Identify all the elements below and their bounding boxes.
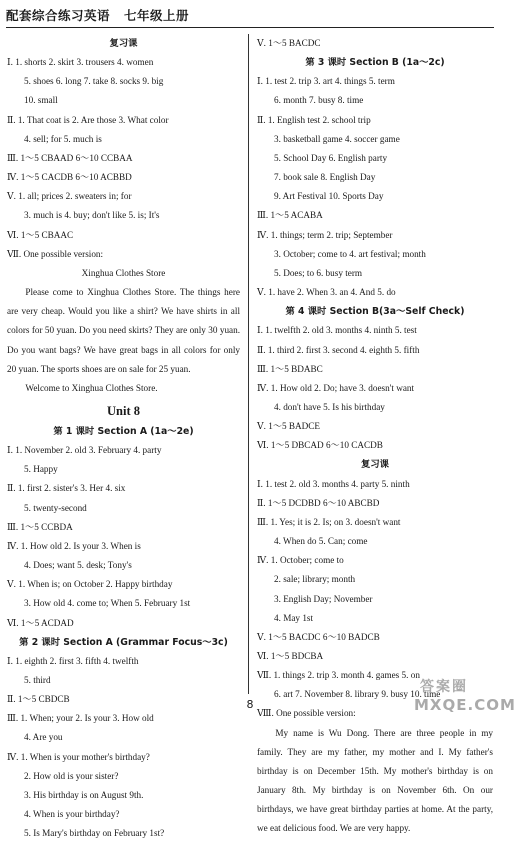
answer-line: Ⅳ. 1. October; come to — [257, 555, 344, 566]
answer-line: Ⅴ. 1～5 BACDC 6～10 BADCB — [257, 631, 380, 642]
answer-line: 5. shoes 6. long 7. take 8. socks 9. big — [24, 76, 164, 87]
answer-line: 6. art 7. November 8. library 9. busy 10. time — [274, 689, 441, 700]
answer-line: 3. basketball game 4. soccer game — [274, 133, 400, 144]
answer-line: 5. School Day 6. English party — [274, 152, 388, 163]
answer-line: 9. Art Festival 10. Sports Day — [274, 191, 384, 202]
answer-line: Ⅱ. 1. first 2. sister's 3. Her 4. six — [7, 483, 126, 494]
answer-line: Ⅵ. 1～5 DBCAD 6～10 CACDB — [257, 440, 383, 451]
answer-line: Ⅲ. 1. Yes; it is 2. Is; on 3. doesn't want — [257, 516, 401, 527]
answer-line: Ⅳ. 1. How old 2. Is your 3. When is — [7, 540, 141, 551]
answer-line: 4. May 1st — [274, 612, 314, 623]
answer-line: 5. twenty-second — [24, 502, 87, 513]
answer-line: Ⅲ. 1. When; your 2. Is your 3. How old — [7, 713, 154, 724]
answer-line: 4. Are you — [24, 732, 63, 743]
answer-line: Ⅰ. 1. shorts 2. skirt 3. trousers 4. women — [7, 57, 154, 68]
answer-line: 10. small — [24, 95, 58, 106]
watermark-logo — [412, 676, 516, 718]
answer-line: Ⅶ. 1. things 2. trip 3. month 4. games 5. on — [257, 670, 420, 681]
answer-line: Ⅲ. 1～5 CCBDA — [7, 521, 73, 532]
essay-title: Xinghua Clothes Store — [81, 267, 166, 278]
answer-line: Ⅰ. 1. test 2. trip 3. art 4. things 5. term — [257, 76, 395, 87]
answer-line: Ⅰ. 1. test 2. old 3. months 4. party 5. ninth — [257, 478, 410, 489]
answer-line: 5. Is Mary's birthday on February 1st? — [24, 828, 165, 839]
answer-line: 3. His birthday is on August 9th. — [24, 789, 144, 800]
answer-line: Ⅱ. 1～5 DCDBD 6～10 ABCBD — [257, 497, 380, 508]
book-title: 配套综合练习英语 — [6, 8, 111, 23]
answer-line: Ⅰ. 1. twelfth 2. old 3. months 4. ninth 5. test — [257, 325, 417, 336]
answer-line: 2. sale; library; month — [274, 574, 356, 585]
section-heading: 复习课 — [361, 459, 389, 471]
essay-paragraph: My name is Wu Dong. There are three people in my family. They are my father, my mother and I. My father's birthday is on December 15th. My mother's birthday is on January 8th. My birthday is on November 6th. On our birthdays, we have great birthday parties at home. At the party, we eat delicious food. We are very happy. — [257, 727, 493, 834]
answer-line: Ⅲ. 1～5 ACABA — [257, 210, 323, 221]
answer-line: Ⅱ. 1. third 2. first 3. second 4. eighth 5. fifth — [257, 344, 420, 355]
essay-paragraph: Please come to Xinghua Clothes Store. The things here are very cheap. Would you like a shirt? We have shirts in all colors for 50 yuan. Do you need skirts? They are only 30 yuan. Do you want bags? We have great bags in all colors for only 20 yuan. The sports shoes are on sale for 25 yuan. — [7, 287, 240, 374]
answer-line: Ⅳ. 1. How old 2. Do; have 3. doesn't want — [257, 382, 415, 393]
answer-line: Ⅴ. 1. When is; on October 2. Happy birthday — [7, 579, 173, 590]
section-heading: 第 3 课时 Section B (1a～2c) — [305, 57, 445, 69]
left-column — [7, 34, 240, 843]
column-divider — [248, 34, 249, 694]
essay-paragraph: Welcome to Xinghua Clothes Store. — [25, 382, 158, 393]
section-heading: 第 1 课时 Section A (1a～2e) — [53, 425, 194, 437]
answer-line: 5. Does; to 6. busy term — [274, 267, 363, 278]
answer-line: Ⅱ. 1. English test 2. school trip — [257, 114, 371, 125]
answer-line: Ⅴ. 1. all; prices 2. sweaters in; for — [7, 191, 132, 202]
answer-line: Ⅴ. 1. have 2. When 3. an 4. And 5. do — [257, 287, 396, 298]
watermark-text-cn: 答案圈 — [420, 679, 468, 695]
answer-line: Ⅳ. 1. things; term 2. trip; September — [257, 229, 393, 240]
grade-label: 七年级上册 — [124, 8, 190, 23]
answer-line: 3. much is 4. buy; don't like 5. is; It's — [24, 210, 160, 221]
answer-line: Ⅷ. One possible version: — [257, 708, 356, 719]
section-heading: 第 2 课时 Section A (Grammar Focus～3c) — [19, 636, 228, 648]
answer-line: 4. don't have 5. Is his birthday — [274, 401, 385, 412]
answer-line: Ⅵ. 1～5 ACDAD — [7, 617, 74, 628]
answer-line: 4. When is your birthday? — [24, 809, 120, 820]
answer-line: Ⅰ. 1. eighth 2. first 3. fifth 4. twelfth — [7, 655, 139, 666]
answer-line: Ⅳ. 1. When is your mother's birthday? — [7, 751, 150, 762]
answer-line: 2. How old is your sister? — [24, 770, 119, 781]
answer-line: Ⅴ. 1～5 BACDC — [257, 38, 321, 48]
page-header — [6, 0, 494, 28]
answer-line: 6. month 7. busy 8. time — [274, 95, 364, 106]
answer-line: 3. October; come to 4. art festival; month — [274, 248, 426, 259]
answer-line: Ⅱ. 1. That coat is 2. Are those 3. What color — [7, 114, 169, 125]
answer-line: 7. book sale 8. English Day — [274, 172, 376, 183]
answer-line: 4. sell; for 5. much is — [24, 133, 102, 144]
answer-line: Ⅲ. 1～5 BDABC — [257, 363, 323, 374]
answer-line: 3. How old 4. come to; When 5. February 1st — [24, 598, 191, 609]
answer-line: 3. English Day; November — [274, 593, 373, 604]
answer-line: Ⅰ. 1. November 2. old 3. February 4. party — [7, 445, 162, 456]
unit-title: Unit 8 — [107, 403, 140, 418]
section-heading: 复习课 — [109, 38, 138, 49]
answer-line: 5. Happy — [24, 464, 58, 475]
answer-line: 5. third — [24, 675, 51, 685]
answer-line: Ⅴ. 1～5 BADCE — [257, 421, 321, 432]
watermark-text-url: MXQE.COM — [414, 696, 516, 714]
answer-line: Ⅲ. 1～5 CBAAD 6～10 CCBAA — [7, 152, 133, 163]
section-heading: 第 4 课时 Section B(3a～Self Check) — [285, 306, 465, 318]
answer-line: 4. Does; want 5. desk; Tony's — [24, 560, 132, 571]
answer-line: Ⅳ. 1～5 CACDB 6～10 ACBBD — [7, 172, 132, 183]
page-number: 8 — [246, 698, 254, 711]
answer-line: 4. When do 5. Can; come — [274, 536, 368, 547]
answer-line: Ⅵ. 1～5 CBAAC — [7, 229, 74, 240]
answer-line: Ⅱ. 1～5 CBDCB — [7, 694, 70, 705]
answer-line: Ⅵ. 1～5 BDCBA — [257, 651, 324, 661]
answer-line: Ⅶ. One possible version: — [7, 248, 104, 259]
